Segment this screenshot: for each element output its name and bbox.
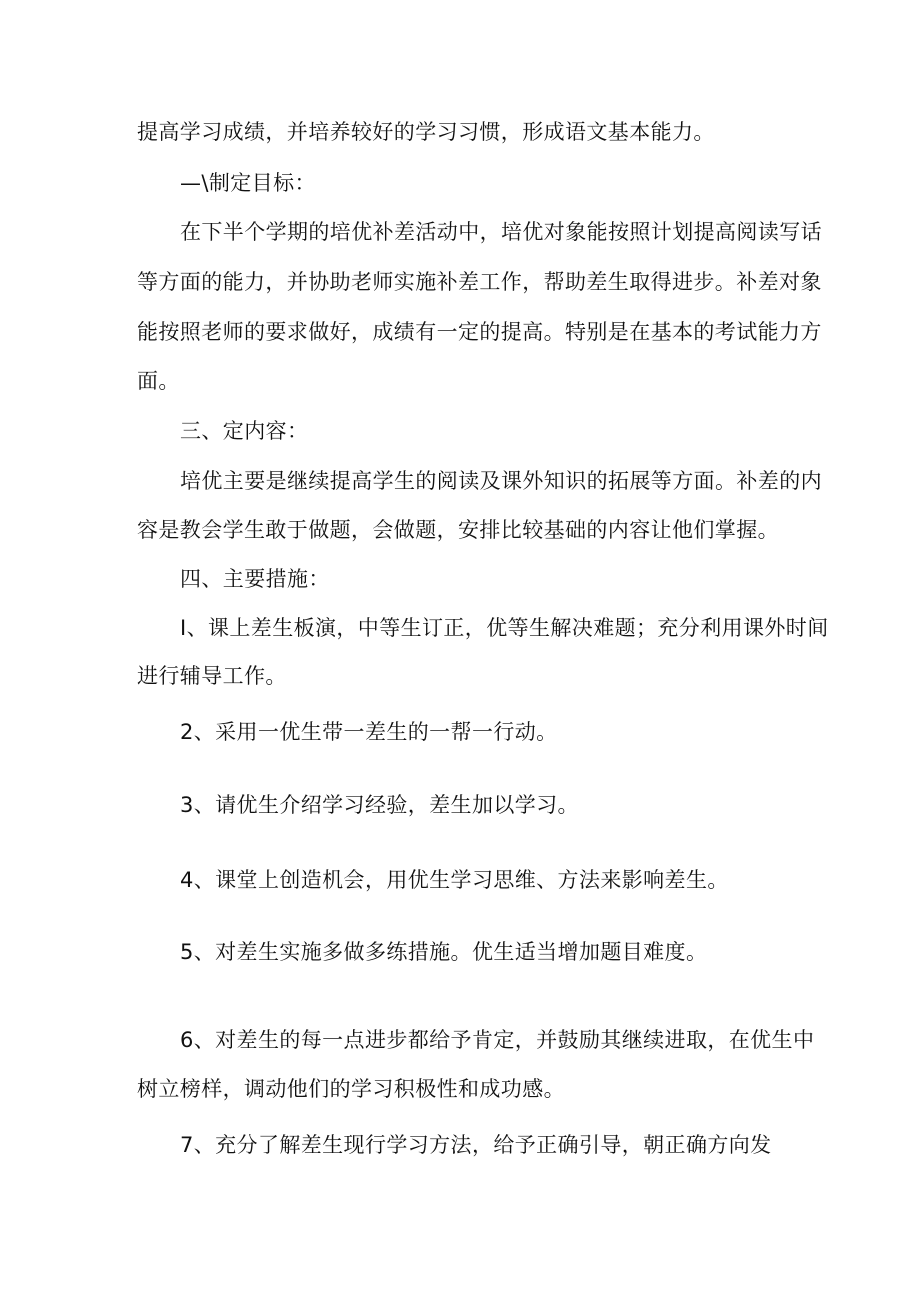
paragraph-line: 容是教会学生敢于做题，会做题，安排比较基础的内容让他们掌握。 [137, 518, 779, 542]
list-item: 3、请优生介绍学习经验，差生加以学习。 [180, 793, 579, 817]
paragraph-line: 提高学习成绩，并培养较好的学习习惯，形成语文基本能力。 [137, 120, 715, 144]
section-heading: —\制定目标： [180, 171, 316, 195]
list-item: 2、采用一优生带一差生的一帮一行动。 [180, 720, 558, 744]
paragraph-line: 培优主要是继续提高学生的阅读及课外知识的拓展等方面。补差的内 [180, 469, 822, 493]
list-item: 4、课堂上创造机会，用优生学习思维、方法来影响差生。 [180, 868, 729, 892]
list-item: 6、对差生的每一点进步都给予肯定，并鼓励其继续进取，在优生中 [180, 1028, 815, 1052]
list-item: 7、充分了解差生现行学习方法，给予正确引导，朝正确方向发 [180, 1133, 772, 1157]
list-item-continuation: 进行辅导工作。 [137, 664, 287, 688]
paragraph-line: 等方面的能力，并协助老师实施补差工作，帮助差生取得进步。补差对象 [137, 270, 822, 294]
section-heading: 三、定内容： [180, 419, 309, 443]
paragraph-line: 能按照老师的要求做好，成绩有一定的提高。特别是在基本的考试能力方 [137, 320, 822, 344]
list-item: 5、对差生实施多做多练措施。优生适当增加题目难度。 [180, 940, 708, 964]
paragraph-line: 在下半个学期的培优补差活动中，培优对象能按照计划提高阅读写话 [180, 220, 822, 244]
list-item-continuation: 树立榜样，调动他们的学习积极性和成功感。 [137, 1077, 565, 1101]
section-heading: 四、主要措施： [180, 567, 330, 591]
paragraph-line: 面。 [137, 369, 180, 393]
list-item: I、课上差生板演，中等生订正，优等生解决难题；充分利用课外时间 [180, 616, 829, 640]
